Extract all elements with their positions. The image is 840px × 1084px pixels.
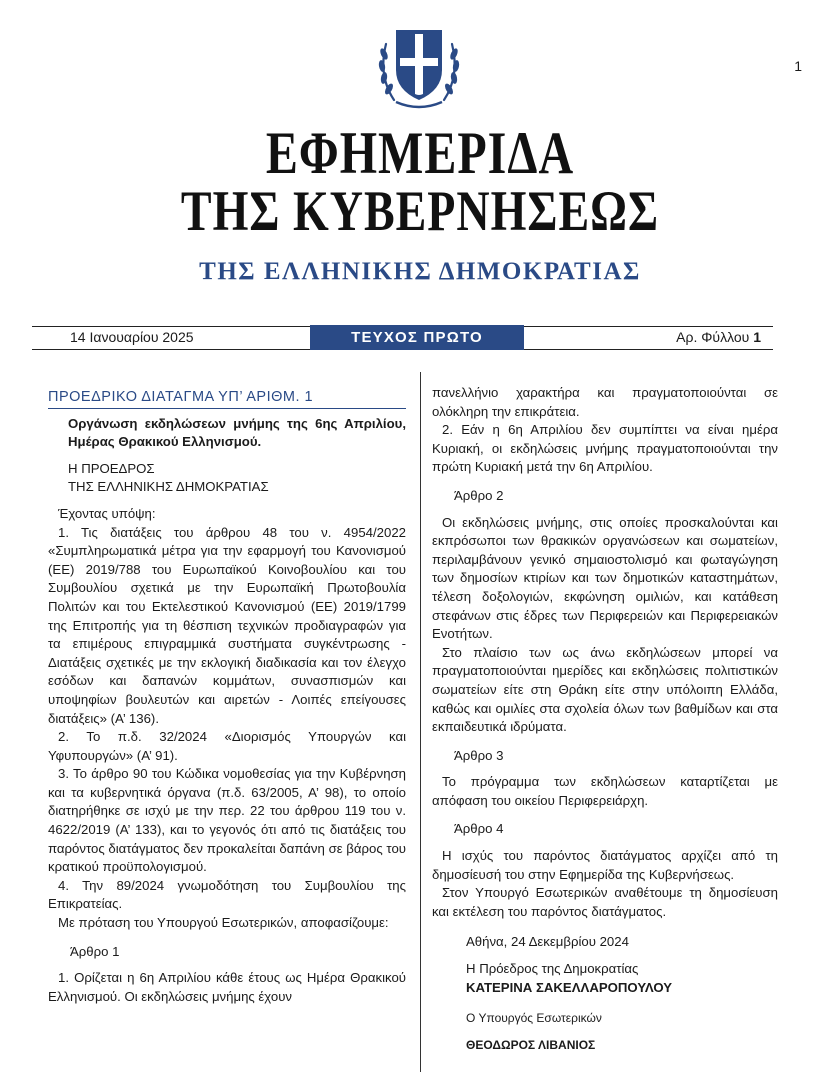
article-1-paragraph-2: 2. Εάν η 6η Απριλίου δεν συμπίπτει να είναι ημέρα Κυριακή, οι εκδηλώσεις μνήμης πραγματοποιούνται την πρώτη Κυριακή μετά την 6η Απριλίου. bbox=[432, 422, 778, 475]
article-3-heading: Άρθρο 3 bbox=[454, 747, 504, 763]
minister-name: ΘΕΟΔΩΡΟΣ ΛΙΒΑΝΙΟΣ bbox=[466, 1037, 596, 1052]
left-column bbox=[48, 388, 406, 1006]
decree-subject: Οργάνωση εκδηλώσεων μνήμης της 6ης Απριλίου, Ημέρας Θρακικού Ελληνισμού. bbox=[68, 415, 406, 450]
decree-title-underline bbox=[48, 408, 406, 409]
considering-item: 1. Τις διατάξεις του άρθρου 48 του ν. 4954/2022 «Συμπληρωματικά μέτρα για την εφαρμογή του Κανονισμού (ΕΕ) 2019/788 του Ευρωπαϊκού Κοινοβουλίου και του Συμβουλίου σχετικά με την Ευρωπαϊκή Πρωτοβουλία Πολιτών και του Εκτελεστικού Κανονισμού (ΕΕ) 2019/1799 της Επιτροπής για τη θέσπιση τεχνικών προδιαγραφών για τα επιμέρους επιγραμμικά συστήματα συγκέντρωσης - Διατάξεις σχετικές με την εκλογική διαδικασία και τον έλεγχο εσόδων και δαπανών κομμάτων, συνασπισμών και υποψηφίων βουλευτών και αιρετών - Λοιπές επείγουσες διατάξεις» (Α’ 136). bbox=[48, 524, 406, 726]
sheet-number bbox=[676, 329, 761, 345]
issue-date: 14 Ιανουαρίου 2025 bbox=[70, 329, 194, 345]
issue-header-bar bbox=[32, 326, 773, 350]
article-2-paragraph-1: Οι εκδηλώσεις μνήμης, στις οποίες προσκαλούνται και εκπρόσωποι των θρακικών οργανώσεων και σωματείων, περιλαμβάνουν γενικό σημαιοστολισμό και φωταγώγηση των δημοσίων κτιρίων και των δημοτικών καταστημάτων, τέλεση δοξολογιών, εκφώνηση ομιλιών, και κατάθεση στεφάνων στις έδρες των Περιφερειών και Περιφερειακών Ενοτήτων. bbox=[432, 514, 778, 642]
president-title: Η Πρόεδρος της Δημοκρατίας bbox=[466, 961, 639, 977]
article-2-heading: Άρθρο 2 bbox=[454, 487, 504, 503]
article-4-paragraph-1: Η ισχύς του παρόντος διατάγματος αρχίζει από τη δημοσίευσή του στην Εφημερίδα της Κυβερνήσεως. bbox=[432, 848, 778, 882]
issue-label: ΤΕΥΧΟΣ ΠΡΩΤΟ bbox=[310, 325, 524, 350]
right-column bbox=[432, 384, 778, 1054]
sheet-number-value: 1 bbox=[753, 329, 761, 345]
sheet-number-label: Αρ. Φύλλου bbox=[676, 329, 750, 345]
article-3-paragraph-1: Το πρόγραμμα των εκδηλώσεων καταρτίζεται με απόφαση του οικείου Περιφερειάρχη. bbox=[432, 774, 778, 808]
article-2-paragraph-2: Στο πλαίσιο των ως άνω εκδηλώσεων μπορεί να πραγματοποιούνται ημερίδες και εκδηλώσεις πολιτιστικών σωματείων είτε στη Θράκη είτε στην υπόλοιπη Ελλάδα, καθώς και ομιλίες στα σχολεία όλων των βαθμίδων και στα εκπαιδευτικά ιδρύματα. bbox=[432, 644, 778, 735]
signing-place-date: Αθήνα, 24 Δεκεμβρίου 2024 bbox=[466, 934, 629, 950]
president-header-line2: ΤΗΣ ΕΛΛΗΝΙΚΗΣ ΔΗΜΟΚΡΑΤΙΑΣ bbox=[68, 479, 269, 495]
page-number: 1 bbox=[794, 58, 802, 74]
considering-item: 3. Το άρθρο 90 του Κώδικα νομοθεσίας για την Κυβέρνηση και τα κυβερνητικά όργανα (π.δ. 63/2005, Α’ 98), το οποίο διατηρήθηκε σε ισχύ με την περ. 22 του άρθρου 119 του ν. 4622/2019 (Α’ 133), και το γεγονός ότι από τις διατάξεις του παρόντος διατάγματος δεν προκαλείται δαπάνη σε βάρος του κρατικού προϋπολογισμού. bbox=[48, 766, 406, 875]
article-1-paragraph-1: 1. Ορίζεται η 6η Απριλίου κάθε έτους ως Ημέρα Θρακικού Ελληνισμού. Οι εκδηλώσεις μνήμης έχουν bbox=[48, 970, 406, 1004]
proposal-text: Με πρόταση του Υπουργού Εσωτερικών, αποφασίζουμε: bbox=[58, 915, 389, 931]
gazette-subtitle: ΤΗΣ ΕΛΛΗΝΙΚΗΣ ΔΗΜΟΚΡΑΤΙΑΣ bbox=[199, 258, 641, 285]
article-1-heading: Άρθρο 1 bbox=[70, 943, 120, 959]
greek-coat-of-arms-emblem bbox=[372, 14, 466, 114]
president-name: ΚΑΤΕΡΙΝΑ ΣΑΚΕΛΛΑΡΟΠΟΥΛΟΥ bbox=[466, 979, 673, 995]
article-4-heading: Άρθρο 4 bbox=[454, 821, 504, 837]
considering-item: 4. Την 89/2024 γνωμοδότηση του Συμβουλίου της Επικρατείας. bbox=[48, 877, 406, 912]
column-divider bbox=[420, 372, 421, 1072]
gazette-title: ΕΦΗΜΕΡΙΔΑ bbox=[265, 120, 575, 187]
president-header bbox=[68, 460, 406, 497]
minister-title: Ο Υπουργός Εσωτερικών bbox=[466, 1011, 602, 1026]
article-1-paragraph-1-continued: πανελλήνιο χαρακτήρα και πραγματοποιούνται σε ολόκληρη την επικράτεια. bbox=[432, 385, 778, 419]
considering-intro: Έχοντας υπόψη: bbox=[58, 505, 156, 521]
gazette-title-line2: ΤΗΣ ΚΥΒΕΡΝΗΣΕΩΣ bbox=[180, 178, 660, 243]
considering-item: 2. Το π.δ. 32/2024 «Διορισμός Υπουργών και Υφυπουργών» (Α’ 91). bbox=[48, 729, 406, 763]
decree-title: ΠΡΟΕΔΡΙΚΟ ΔΙΑΤΑΓΜΑ ΥΠ’ ΑΡΙΘΜ. 1 bbox=[48, 389, 314, 405]
article-4-paragraph-2: Στον Υπουργό Εσωτερικών αναθέτουμε τη δημοσίευση και εκτέλεση του παρόντος διατάγματος. bbox=[432, 885, 778, 919]
president-header-line1: Η ΠΡΟΕΔΡΟΣ bbox=[68, 460, 155, 476]
